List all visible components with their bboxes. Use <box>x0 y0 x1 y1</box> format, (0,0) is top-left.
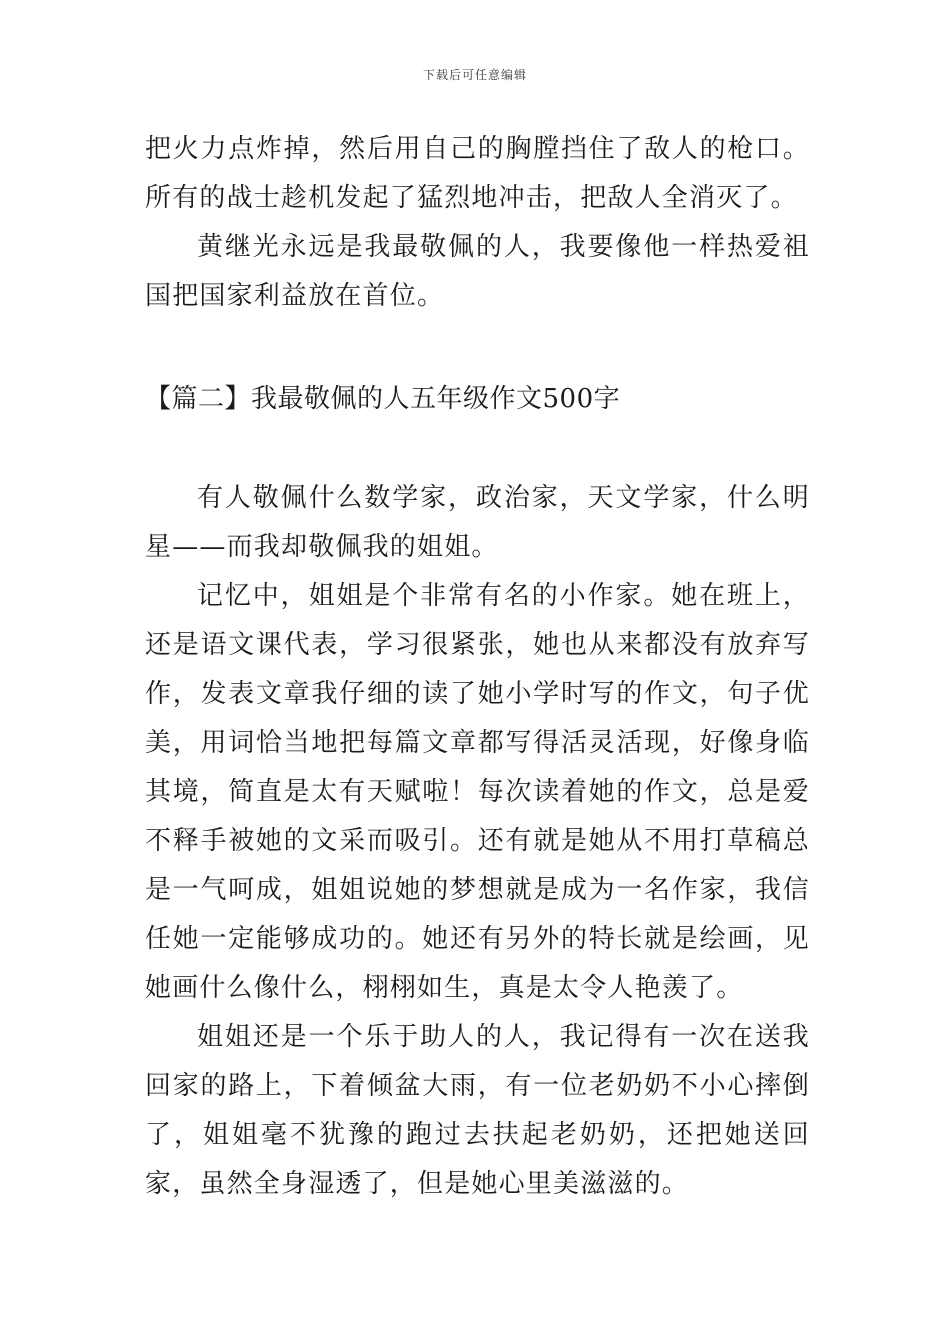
article-section-two <box>145 474 810 1209</box>
paragraph-conclusion: 黄继光永远是我最敬佩的人，我要像他一样热爱祖国把国家利益放在首位。 <box>145 232 810 311</box>
paragraph-continued: 把火力点炸掉，然后用自己的胸膛挡住了敌人的枪口。所有的战士趁机发起了猛烈地冲击，把敌人全消灭了。 <box>145 134 810 213</box>
paragraph-helpful: 姐姐还是一个乐于助人的人，我记得有一次在送我回家的路上，下着倾盆大雨，有一位老奶奶不小心摔倒了，姐姐毫不犹豫的跑过去扶起老奶奶，还把她送回家，虽然全身湿透了，但是她心里美滋滋的。 <box>145 1022 810 1199</box>
section-title: 【篇二】我最敬佩的人五年级作文500字 <box>145 384 621 414</box>
header-note: 下载后可任意编辑 <box>422 68 527 82</box>
paragraph-memory: 记忆中，姐姐是个非常有名的小作家。她在班上，还是语文课代表，学习很紧张，她也从来都没有放弃写作，发表文章我仔细的读了她小学时写的作文，句子优美，用词恰当地把每篇文章都写得活灵活现，好像身临其境，简直是太有天赋啦！每次读着她的作文，总是爱不释手被她的文采而吸引。还有就是她从不用打草稿总是一气呵成，姐姐说她的梦想就是成为一名作家，我信任她一定能够成功的。她还有另外的特长就是绘画，见她画什么像什么，栩栩如生，真是太令人艳羡了。 <box>145 581 810 1003</box>
paragraph-intro: 有人敬佩什么数学家，政治家，天文学家，什么明星——而我却敬佩我的姐姐。 <box>145 483 810 562</box>
article-continuation <box>145 125 810 321</box>
